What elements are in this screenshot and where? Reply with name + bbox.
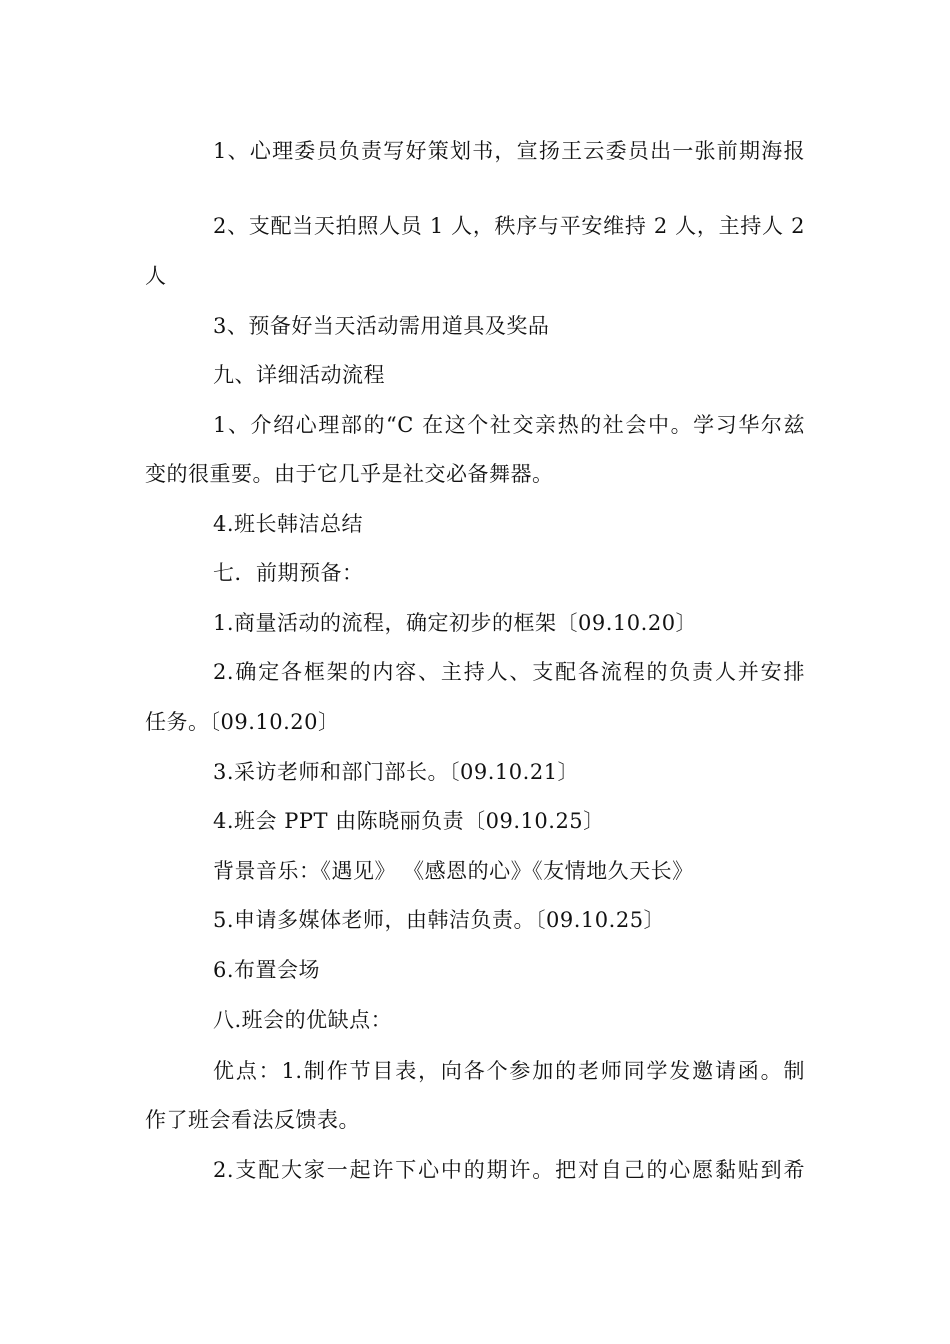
section-heading: 八.班会的优缺点：	[213, 1008, 393, 1032]
paragraph-line: 2.支配大家一起许下心中的期许。把对自己的心愿黏贴到希	[213, 1158, 805, 1182]
paragraph-line: 作了班会看法反馈表。	[145, 1108, 360, 1132]
paragraph-line: 3.采访老师和部门部长。〔09.10.21〕	[213, 760, 580, 784]
paragraph-line: 1.商量活动的流程，确定初步的框架〔09.10.20〕	[213, 611, 698, 635]
section-heading: 七．前期预备：	[213, 561, 364, 585]
paragraph-line: 4.班会 PPT 由陈晓丽负责〔09.10.25〕	[213, 809, 605, 833]
paragraph-line: 2、支配当天拍照人员 1 人，秩序与平安维持 2 人，主持人 2	[213, 214, 805, 238]
paragraph-line: 变的很重要。由于它几乎是社交必备舞器。	[145, 462, 554, 486]
paragraph-line: 3、预备好当天活动需用道具及奖品	[213, 314, 550, 338]
paragraph-line: 4.班长韩洁总结	[213, 512, 364, 536]
section-heading: 九、详细活动流程	[213, 363, 385, 387]
paragraph-line: 5.申请多媒体老师，由韩洁负责。〔09.10.25〕	[213, 908, 666, 932]
paragraph-line: 2.确定各框架的内容、主持人、支配各流程的负责人并安排	[213, 660, 805, 684]
paragraph-line: 人	[145, 264, 167, 288]
paragraph-line: 1、介绍心理部的“C 在这个社交亲热的社会中。学习华尔兹	[213, 413, 805, 437]
paragraph-line: 1、心理委员负责写好策划书，宣扬王云委员出一张前期海报	[213, 139, 805, 163]
paragraph-line: 背景音乐：《遇见》 《感恩的心》《友情地久天长》	[213, 859, 694, 883]
paragraph-line: 优点：1.制作节目表，向各个参加的老师同学发邀请函。制	[213, 1059, 805, 1083]
paragraph-line: 6.布置会场	[213, 958, 321, 982]
paragraph-line: 任务。〔09.10.20〕	[145, 710, 340, 734]
